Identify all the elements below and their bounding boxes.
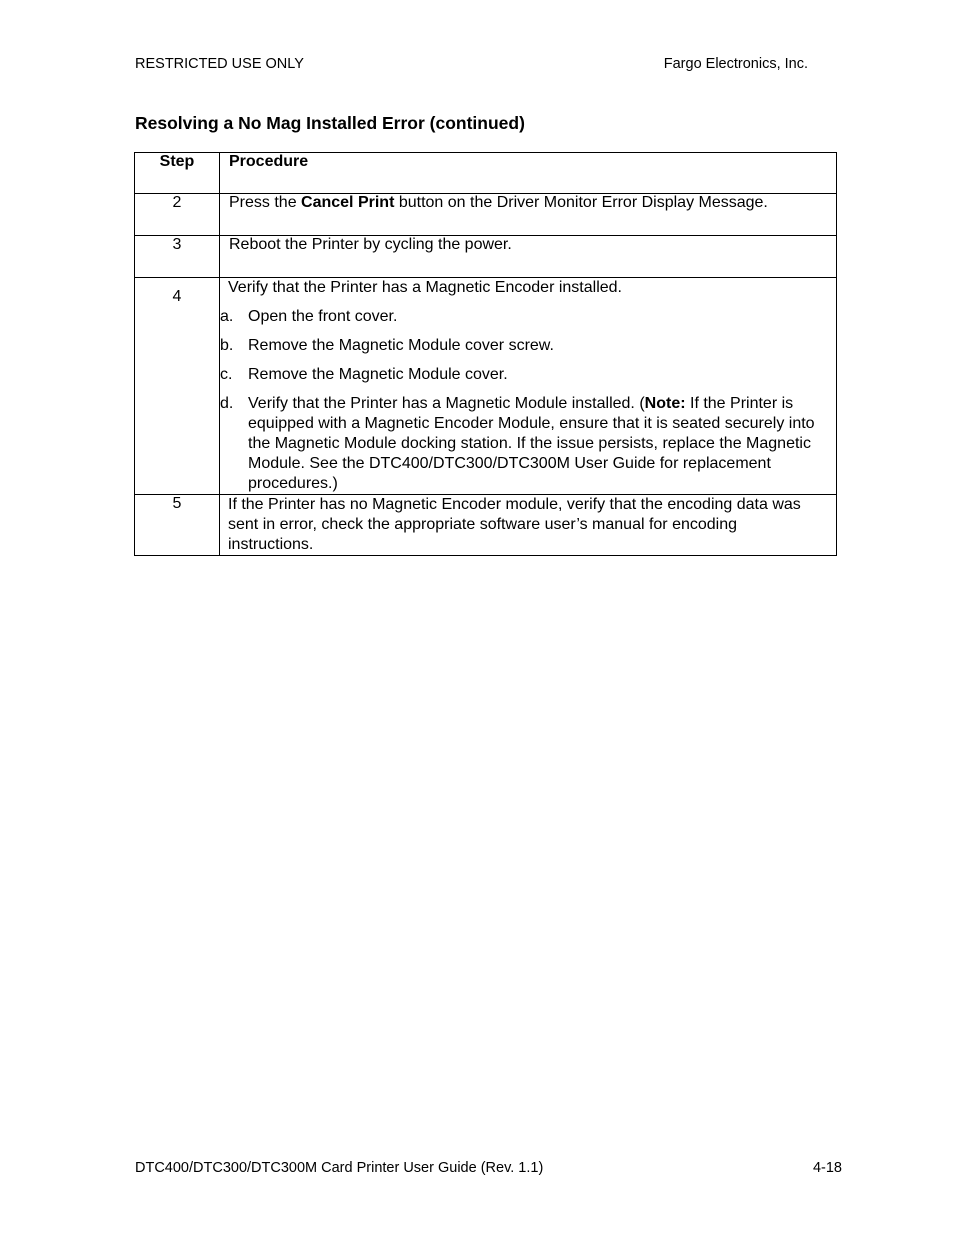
- substep-text: [248, 394, 836, 494]
- procedure-column-header: [220, 153, 837, 194]
- note-label: Note:: [644, 395, 686, 412]
- procedure-intro: Verify that the Printer has a Magnetic Encoder installed.: [228, 279, 622, 296]
- step-number: 3: [135, 236, 220, 278]
- procedure-table: [134, 152, 837, 556]
- list-item: [220, 336, 836, 356]
- header-right-text: Fargo Electronics, Inc.: [663, 56, 808, 72]
- section-title: Resolving a No Mag Installed Error (continued): [135, 113, 525, 133]
- procedure-text: Reboot the Printer by cycling the power.: [229, 236, 512, 253]
- procedure-text: [220, 194, 836, 212]
- procedure-cell: [220, 495, 837, 556]
- substep-text: Remove the Magnetic Module cover screw.: [248, 337, 554, 354]
- procedure-cell: [220, 278, 837, 495]
- procedure-text-pre: Press the: [229, 194, 302, 211]
- header-left-text: RESTRICTED USE ONLY: [135, 56, 304, 72]
- step-number: 5: [135, 495, 220, 556]
- substep-marker: b.: [220, 337, 234, 354]
- table-row: [135, 278, 837, 495]
- table-row: [135, 236, 837, 278]
- table-row: [135, 495, 837, 556]
- substep-text: Open the front cover.: [248, 308, 398, 325]
- procedure-header-label: Procedure: [229, 153, 309, 170]
- step-number: 2: [135, 194, 220, 236]
- table-header-row: [135, 153, 837, 194]
- substep-marker: a.: [220, 308, 234, 325]
- substep-text-pre: Verify that the Printer has a Magnetic Module installed. (: [248, 395, 645, 412]
- step-number: 4: [135, 278, 220, 495]
- list-item: [220, 307, 836, 327]
- substep-text-post: If the Printer is equipped with a Magnetic Encoder Module, ensure that it is seated securely into the Magnetic Module docking station. If the issue persists, replace the Magnetic Module. See the DTC400/DTC300/DTC300M User Guide for replacement procedures.): [248, 395, 815, 492]
- procedure-text-bold: Cancel Print: [301, 194, 395, 211]
- procedure-cell: [220, 194, 837, 236]
- footer-left-text: DTC400/DTC300/DTC300M Card Printer User Guide (Rev. 1.1): [135, 1160, 544, 1176]
- procedure-text-post: button on the Driver Monitor Error Display Message.: [394, 194, 768, 211]
- procedure-text: If the Printer has no Magnetic Encoder module, verify that the encoding data was sent in error, check the appropriate software user’s manual for encoding instructions.: [228, 496, 801, 553]
- procedure-cell: [220, 236, 837, 278]
- substep-marker: c.: [220, 366, 233, 383]
- table-row: [135, 194, 837, 236]
- list-item: [220, 365, 836, 385]
- substep-text: Remove the Magnetic Module cover.: [248, 366, 508, 383]
- page-number: 4-18: [812, 1160, 842, 1176]
- substep-marker: d.: [220, 395, 234, 412]
- substep-list: [220, 307, 836, 494]
- list-item: [220, 394, 836, 494]
- step-column-header: Step: [135, 153, 220, 194]
